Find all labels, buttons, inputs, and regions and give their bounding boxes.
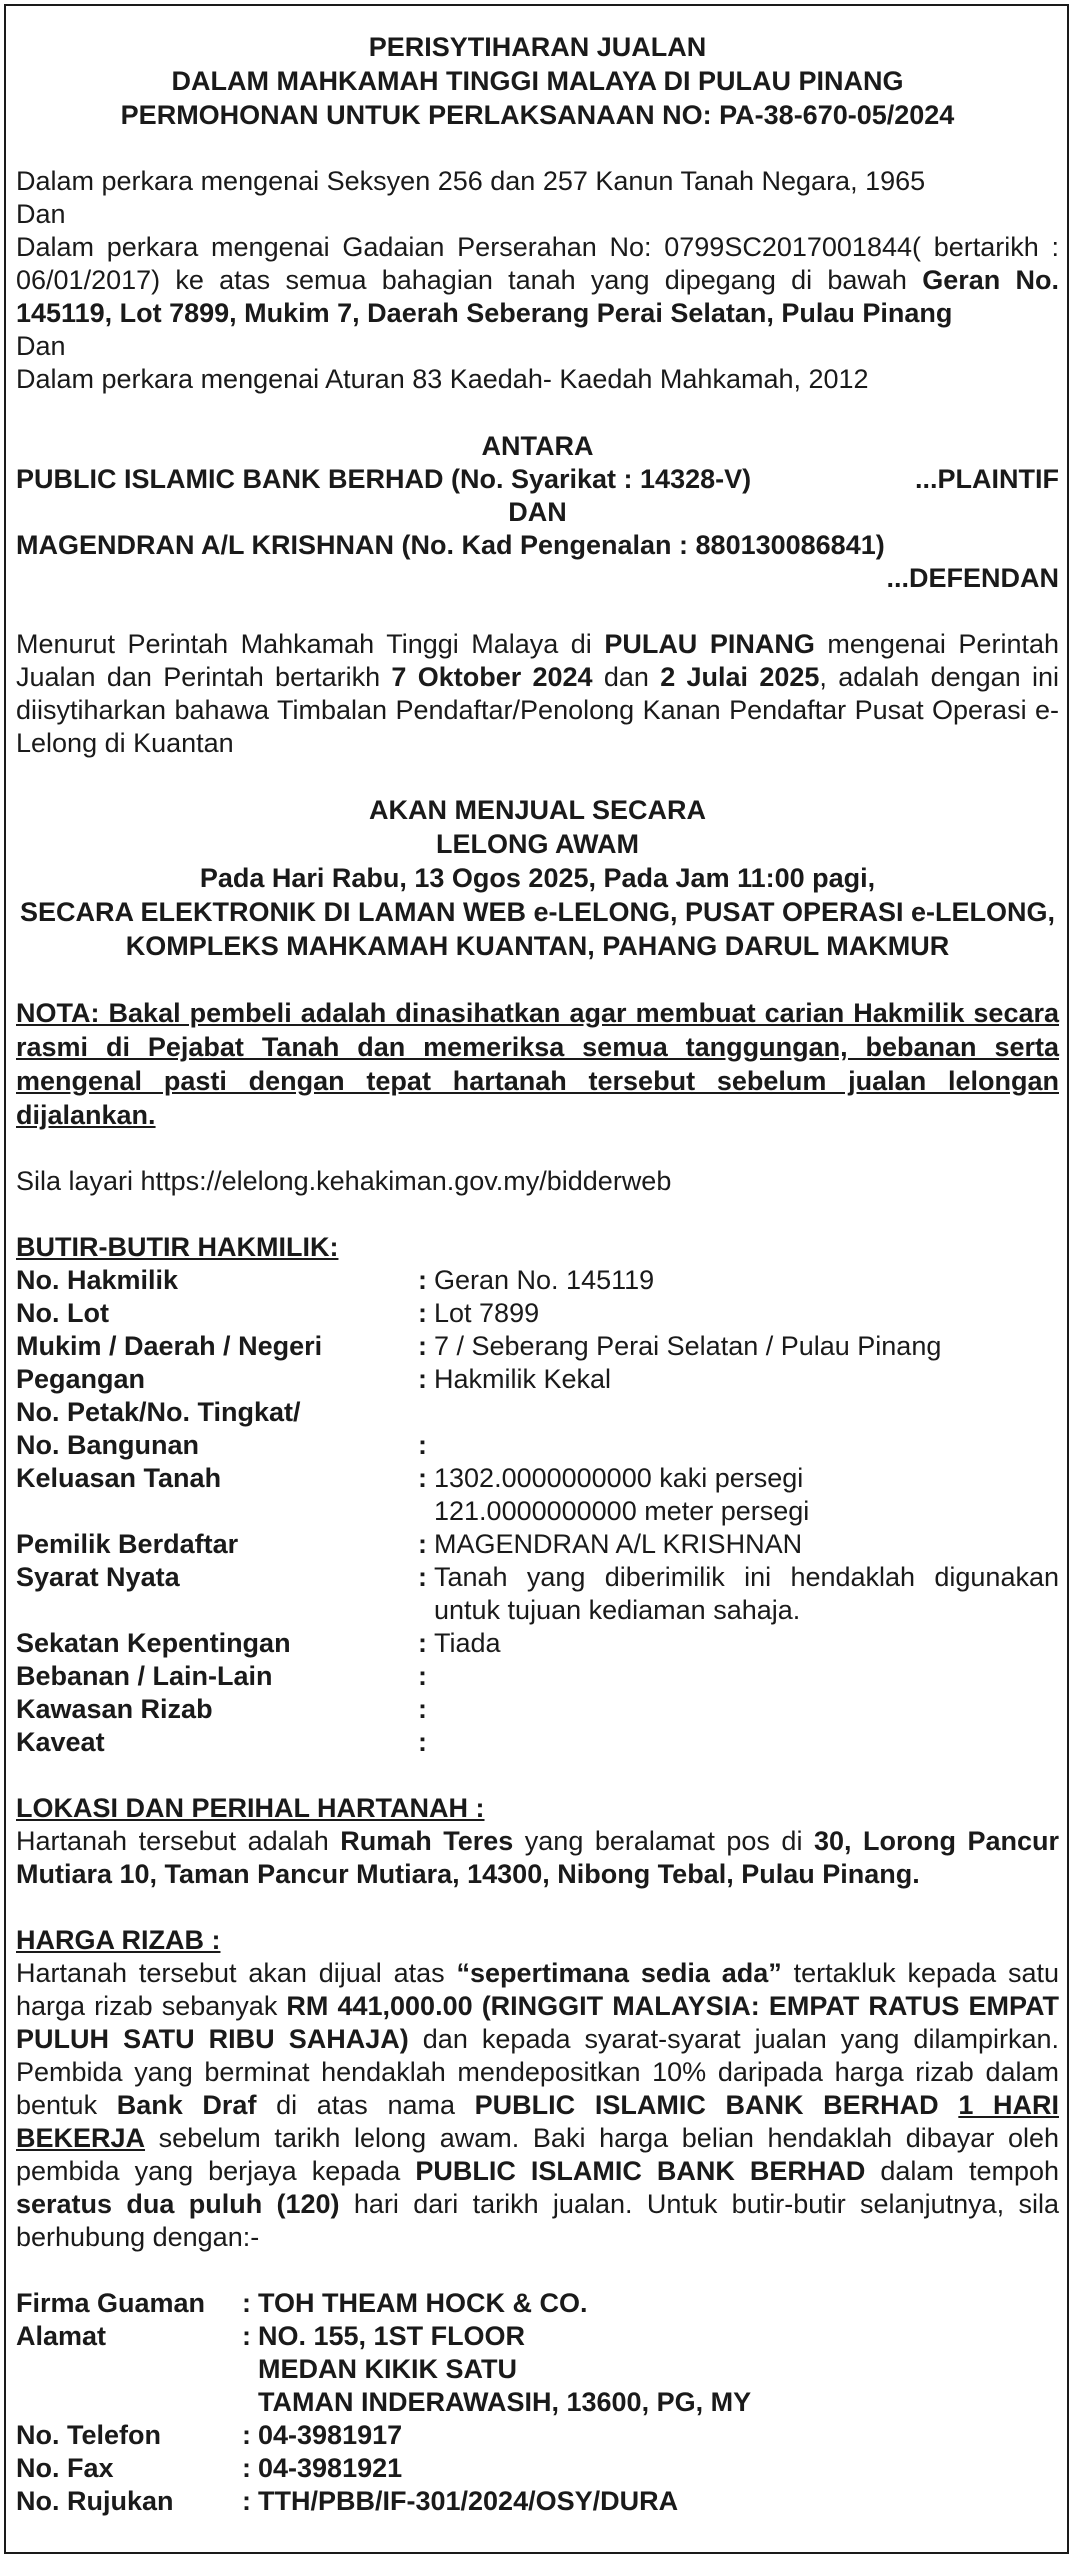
matter-1: Dalam perkara mengenai Seksyen 256 dan 257 Kanun Tanah Negara, 1965	[16, 166, 926, 196]
detail-value	[434, 1330, 1059, 1363]
nota-notice: NOTA: Bakal pembeli adalah dinasihatkan agar membuat carian Hakmilik secara rasmi di Pejabat Tanah dan memeriksa semua tanggungan, bebanan serta mengenal pasti dengan tepat hartanah tersebut sebelum jualan lelongan dijalankan.	[16, 998, 1059, 1130]
detail-value	[434, 1462, 1059, 1528]
contact-label: No. Fax	[16, 2453, 114, 2483]
title-detail-row	[16, 1726, 1059, 1759]
title-details-table	[16, 1264, 1059, 1759]
detail-value-text: Tiada	[434, 1628, 501, 1658]
dan-1: Dan	[16, 199, 66, 229]
detail-value-text: Lot 7899	[434, 1298, 540, 1328]
auction-date: Pada Hari Rabu, 13 Ogos 2025, Pada Jam 11:00 pagi,	[199, 863, 876, 893]
contact-colon: :	[242, 2453, 251, 2483]
website-line: Sila layari https://elelong.kehakiman.gov.my/bidderweb	[16, 1166, 672, 1196]
title-detail-row	[16, 1528, 1059, 1561]
detail-colon: :	[418, 1331, 427, 1361]
detail-colon: :	[418, 1694, 427, 1724]
reserve-paragraph: Hartanah tersebut akan dijual atas “sepertimana sedia ada” tertakluk kepada satu harga rizab sebanyak RM 441,000.00 (RINGGIT MALAYSIA: EMPAT RATUS EMPAT PULUH SATU RIBU SAHAJA) dan kepada syarat-syarat jualan yang dilampirkan. Pembida yang berminat hendaklah mendepositkan 10% daripada harga rizab dalam bentuk Bank Draf di atas nama PUBLIC ISLAMIC BANK BERHAD 1 HARI BEKERJA sebelum tarikh lelong awam. Baki harga belian hendaklah dibayar oleh pembida yang berjaya kepada PUBLIC ISLAMIC BANK BERHAD dalam tempoh seratus dua puluh (120) hari dari tarikh jualan. Untuk butir-butir selanjutnya, sila berhubung dengan:-	[16, 1958, 1060, 2252]
detail-colon: :	[418, 1727, 427, 1757]
contact-row	[16, 2386, 1059, 2419]
detail-value	[434, 1627, 1059, 1660]
contact-value: 04-3981921	[258, 2453, 403, 2483]
contact-label: No. Telefon	[16, 2420, 161, 2450]
detail-value-text: 7 / Seberang Perai Selatan / Pulau Pinang	[434, 1331, 942, 1361]
contact-value: NO. 155, 1ST FLOOR	[258, 2321, 526, 2351]
title-line-1: PERISYTIHARAN JUALAN	[368, 32, 707, 62]
court-order-paragraph: Menurut Perintah Mahkamah Tinggi Malaya di PULAU PINANG mengenai Perintah Jualan dan Perintah bertarikh 7 Oktober 2024 dan 2 Julai 2025, adalah dengan ini diisytiharkan bahawa Timbalan Pendaftar/Penolong Kanan Pendaftar Pusat Operasi e-Lelong di Kuantan	[16, 629, 1059, 758]
title-detail-row	[16, 1297, 1059, 1330]
matter-3: Dalam perkara mengenai Aturan 83 Kaedah- Kaedah Mahkamah, 2012	[16, 364, 869, 394]
title-details-heading: BUTIR-BUTIR HAKMILIK:	[16, 1232, 339, 1262]
detail-label: Bebanan / Lain-Lain	[16, 1661, 273, 1691]
detail-colon: :	[418, 1430, 427, 1460]
detail-label: No. Lot	[16, 1298, 109, 1328]
detail-value	[434, 1264, 1059, 1297]
contact-colon	[242, 2353, 258, 2386]
detail-colon: :	[418, 1364, 427, 1394]
location-paragraph: Hartanah tersebut adalah Rumah Teres yang beralamat pos di 30, Lorong Pancur Mutiara 10, Taman Pancur Mutiara, 14300, Nibong Tebal, Pulau Pinang.	[16, 1826, 1059, 1889]
title-detail-row	[16, 1561, 1059, 1627]
detail-colon: :	[418, 1661, 427, 1691]
contact-colon: :	[242, 2486, 251, 2516]
detail-label: No. Bangunan	[16, 1430, 199, 1460]
application-number: PERMOHONAN UNTUK PERLAKSANAAN NO: PA-38-670-05/2024	[120, 100, 955, 130]
contact-colon: :	[242, 2321, 251, 2351]
contact-row	[16, 2287, 1059, 2320]
contact-table	[16, 2287, 1059, 2518]
title-detail-row	[16, 1396, 1059, 1429]
detail-colon: :	[418, 1628, 427, 1658]
auction-line-2: LELONG AWAM	[436, 829, 639, 859]
detail-label: No. Hakmilik	[16, 1265, 179, 1295]
contact-value: TAMAN INDERAWASIH, 13600, PG, MY	[258, 2387, 752, 2417]
contact-row	[16, 2353, 1059, 2386]
contact-row	[16, 2452, 1059, 2485]
detail-value-text: 1302.0000000000 kaki persegi	[434, 1463, 804, 1493]
detail-value	[434, 1396, 1059, 1429]
detail-label: No. Petak/No. Tingkat/	[16, 1397, 301, 1427]
detail-colon: :	[418, 1298, 427, 1328]
auction-line-1: AKAN MENJUAL SECARA	[368, 795, 707, 825]
contact-row	[16, 2320, 1059, 2353]
detail-label: Pemilik Berdaftar	[16, 1529, 239, 1559]
title-detail-row	[16, 1660, 1059, 1693]
contact-label: No. Rujukan	[16, 2486, 174, 2516]
auction-venue-1: SECARA ELEKTRONIK DI LAMAN WEB e-LELONG, PUSAT OPERASI e-LELONG,	[19, 897, 1056, 927]
detail-value-text: Hakmilik Kekal	[434, 1364, 612, 1394]
title-detail-row	[16, 1330, 1059, 1363]
detail-value	[434, 1363, 1059, 1396]
detail-label: Kawasan Rizab	[16, 1694, 213, 1724]
contact-value: MEDAN KIKIK SATU	[258, 2354, 517, 2384]
contact-colon: :	[242, 2420, 251, 2450]
detail-value-text-2: 121.0000000000 meter persegi	[434, 1496, 810, 1526]
detail-value-text: MAGENDRAN A/L KRISHNAN	[434, 1529, 803, 1559]
detail-value	[434, 1297, 1059, 1330]
detail-label: Mukim / Daerah / Negeri	[16, 1331, 323, 1361]
defendant-role: ...DEFENDAN	[886, 563, 1059, 593]
title-detail-row	[16, 1693, 1059, 1726]
detail-value	[434, 1660, 1059, 1693]
detail-label: Keluasan Tanah	[16, 1463, 222, 1493]
detail-value	[434, 1429, 1059, 1462]
detail-value	[434, 1693, 1059, 1726]
plaintiff-row	[16, 463, 1059, 496]
contact-colon	[242, 2386, 258, 2419]
defendant-row	[16, 529, 1059, 562]
detail-colon	[418, 1396, 434, 1429]
auction-venue-2: KOMPLEKS MAHKAMAH KUANTAN, PAHANG DARUL MAKMUR	[125, 931, 950, 961]
contact-label: Firma Guaman	[16, 2288, 206, 2318]
detail-value-text: Tanah yang diberimilik ini hendaklah digunakan untuk tujuan kediaman sahaja.	[434, 1562, 1059, 1625]
contact-value: TTH/PBB/IF-301/2024/OSY/DURA	[258, 2486, 679, 2516]
contact-value: TOH THEAM HOCK & CO.	[258, 2288, 588, 2318]
title-detail-row	[16, 1363, 1059, 1396]
plaintiff-name: PUBLIC ISLAMIC BANK BERHAD (No. Syarikat : 14328-V)	[16, 464, 752, 494]
detail-label: Sekatan Kepentingan	[16, 1628, 291, 1658]
court-name: DALAM MAHKAMAH TINGGI MALAYA DI PULAU PINANG	[171, 66, 904, 96]
contact-label: Alamat	[16, 2321, 107, 2351]
title-detail-row	[16, 1627, 1059, 1660]
detail-colon: :	[418, 1529, 427, 1559]
contact-label	[16, 2386, 242, 2419]
matter-2: Dalam perkara mengenai Gadaian Perserahan No: 0799SC2017001844( bertarikh : 06/01/2017) ke atas semua bahagian tanah yang dipegang di bawah Geran No. 145119, Lot 7899, Mukim 7, Daerah Seberang Perai Selatan, Pulau Pinang	[16, 232, 1059, 328]
dan-label: DAN	[508, 497, 567, 527]
contact-colon: :	[242, 2288, 251, 2318]
detail-colon: :	[418, 1265, 427, 1295]
detail-colon: :	[418, 1562, 427, 1592]
detail-label: Pegangan	[16, 1364, 146, 1394]
title-detail-row	[16, 1264, 1059, 1297]
contact-label	[16, 2353, 242, 2386]
detail-value	[434, 1561, 1059, 1627]
title-detail-row	[16, 1429, 1059, 1462]
contact-value: 04-3981917	[258, 2420, 403, 2450]
contact-row	[16, 2485, 1059, 2518]
detail-label: Syarat Nyata	[16, 1562, 180, 1592]
antara-label: ANTARA	[481, 431, 594, 461]
plaintiff-role: ...PLAINTIF	[915, 464, 1059, 494]
location-heading: LOKASI DAN PERIHAL HARTANAH :	[16, 1793, 485, 1823]
reserve-heading: HARGA RIZAB :	[16, 1925, 221, 1955]
detail-value-text: Geran No. 145119	[434, 1265, 655, 1295]
dan-2: Dan	[16, 331, 66, 361]
title-detail-row	[16, 1462, 1059, 1528]
defendant-name: MAGENDRAN A/L KRISHNAN (No. Kad Pengenalan : 880130086841)	[16, 530, 885, 560]
sale-proclamation	[16, 30, 1059, 2518]
contact-row	[16, 2419, 1059, 2452]
detail-value	[434, 1726, 1059, 1759]
detail-label: Kaveat	[16, 1727, 105, 1757]
detail-colon: :	[418, 1463, 427, 1493]
detail-value	[434, 1528, 1059, 1561]
